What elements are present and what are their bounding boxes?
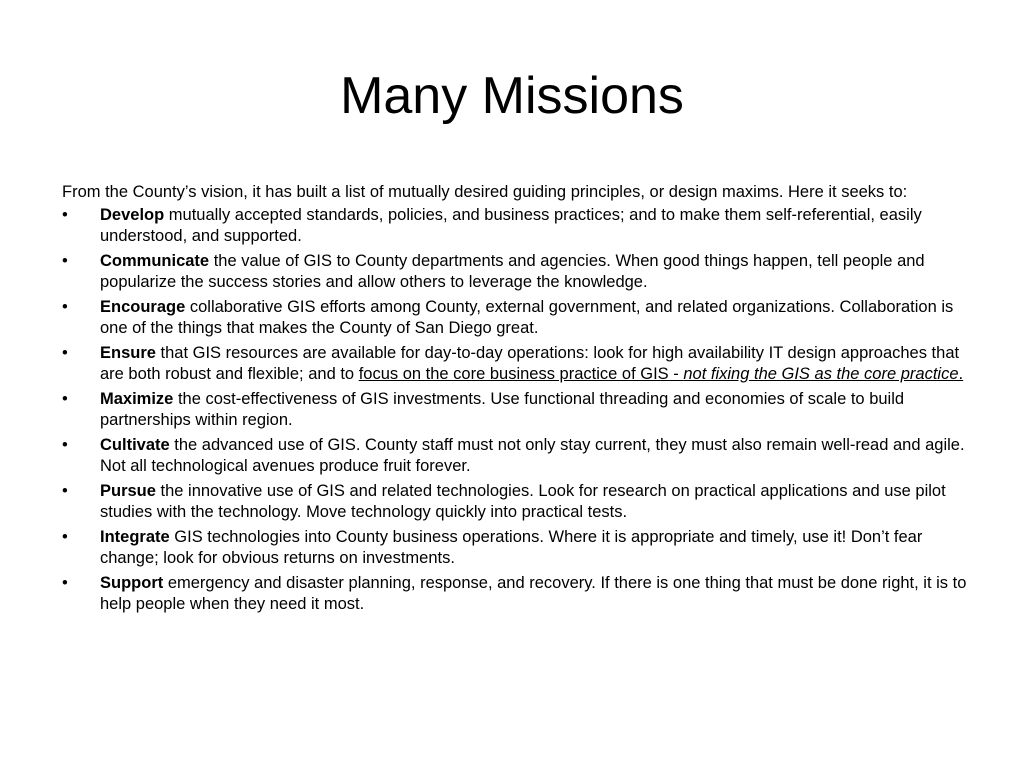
mission-item-pursue <box>62 481 972 523</box>
mission-text-tail: . <box>958 365 964 383</box>
mission-item-develop <box>62 205 972 247</box>
bullet-marker: • <box>62 528 68 546</box>
mission-text: emergency and disaster planning, response, and recovery. If there is one thing that must be done right, it is to help people when they need it most. <box>100 574 967 613</box>
mission-text: the innovative use of GIS and related technologies. Look for research on practical applications and use pilot studies with the technology. Move technology quickly into practical tests. <box>100 482 946 521</box>
bullet-marker: • <box>62 206 68 224</box>
mission-item-cultivate <box>62 435 972 477</box>
mission-keyword: Pursue <box>100 482 156 500</box>
bullet-marker: • <box>62 298 68 316</box>
mission-keyword: Communicate <box>100 252 210 270</box>
mission-text: that GIS resources are available for day-to-day operations: look for high availability IT design approaches that are both robust and flexible; and to <box>100 344 960 383</box>
mission-list <box>62 205 972 615</box>
mission-keyword: Ensure <box>100 344 156 362</box>
mission-text: GIS technologies into County business operations. Where it is appropriate and timely, use it! Don’t fear change; look for obvious returns on investments. <box>100 528 923 567</box>
mission-keyword: Develop <box>100 206 165 224</box>
intro-paragraph: From the County’s vision, it has built a list of mutually desired guiding principles, or design maxims. Here it seeks to: <box>62 183 908 201</box>
mission-item-support <box>62 573 972 615</box>
mission-item-communicate <box>62 251 972 293</box>
mission-text: the cost-effectiveness of GIS investments. Use functional threading and economies of scale to build partnerships within region. <box>100 390 905 429</box>
bullet-marker: • <box>62 574 68 592</box>
bullet-marker: • <box>62 482 68 500</box>
mission-keyword: Cultivate <box>100 436 170 454</box>
bullet-marker: • <box>62 344 68 362</box>
mission-item-maximize <box>62 389 972 431</box>
mission-keyword: Support <box>100 574 164 592</box>
underlined-phrase: focus on the core business practice of GIS - <box>358 365 684 383</box>
bullet-marker: • <box>62 252 68 270</box>
slide-title: Many Missions <box>340 67 684 125</box>
slide-body <box>62 182 972 619</box>
mission-keyword: Encourage <box>100 298 186 316</box>
mission-text: mutually accepted standards, policies, and business practices; and to make them self-referential, easily understood, and supported. <box>100 206 922 245</box>
bullet-marker: • <box>62 390 68 408</box>
bullet-marker: • <box>62 436 68 454</box>
mission-text: collaborative GIS efforts among County, external government, and related organizations. Collaboration is one of the things that makes the County of San Diego great. <box>100 298 954 337</box>
mission-item-integrate <box>62 527 972 569</box>
underlined-italic-phrase: not fixing the GIS as the core practice <box>683 365 959 383</box>
mission-item-encourage <box>62 297 972 339</box>
mission-keyword: Integrate <box>100 528 170 546</box>
mission-text: the advanced use of GIS. County staff must not only stay current, they must also remain well-read and agile. Not all technological avenues produce fruit forever. <box>100 436 965 475</box>
mission-keyword: Maximize <box>100 390 174 408</box>
mission-item-ensure <box>62 343 972 385</box>
mission-text: the value of GIS to County departments and agencies. When good things happen, tell people and popularize the success stories and allow others to leverage the knowledge. <box>100 252 925 291</box>
